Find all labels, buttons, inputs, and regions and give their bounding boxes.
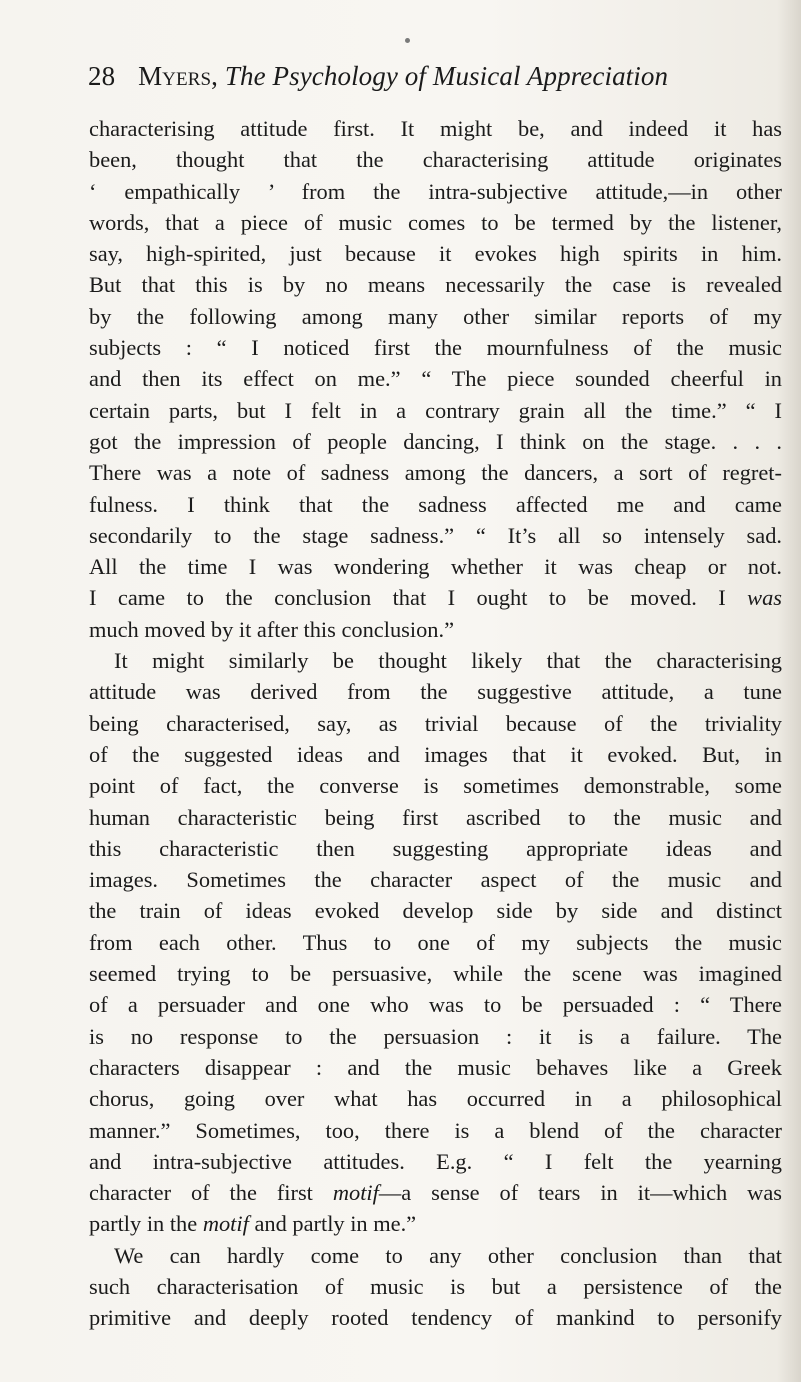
text-run: —a sense of tears in it—which was: [378, 1180, 782, 1206]
text-line: such characterisation of music is but a persistence of the: [89, 1273, 782, 1299]
text-line: words, that a piece of music comes to be termed by the listener,: [89, 209, 782, 235]
text-line: and intra-subjective attitudes. E.g. “ I felt the yearning: [89, 1148, 782, 1174]
text-run: I came to the conclusion that I ought to be moved. I: [89, 585, 726, 611]
text-line: All the time I was wondering whether it was cheap or not.: [89, 554, 782, 580]
text-line: secondarily to the stage sadness.” “ It’s all so intensely sad.: [89, 522, 782, 548]
text-line: being characterised, say, as trivial because of the triviality: [89, 710, 782, 736]
emphasis-motif: motif: [332, 1180, 379, 1206]
text-line: seemed trying to be persuasive, while the scene was imagined: [89, 961, 782, 987]
text-line: characterising attitude first. It might be, and indeed it has: [89, 116, 782, 141]
text-line: the train of ideas evoked develop side by side and distinct: [89, 898, 782, 924]
text-run: character of the first: [89, 1180, 313, 1206]
text-line: [89, 1177, 782, 1208]
text-line: of the suggested ideas and images that it evoked. But, in: [89, 741, 782, 767]
text-line: [89, 1208, 782, 1239]
running-header: [88, 58, 728, 94]
text-line: subjects : “ I noticed first the mournfulness of the music: [89, 335, 782, 361]
text-line: much moved by it after this conclusion.”: [89, 616, 455, 642]
text-line: certain parts, but I felt in a contrary grain all the time.” “ I: [89, 397, 782, 423]
text-line: of a persuader and one who was to be persuaded : “ There: [89, 992, 782, 1018]
text-run: and partly in me.”: [254, 1211, 417, 1237]
text-line: But that this is by no means necessarily the case is revealed: [89, 272, 782, 298]
text-line: [89, 582, 782, 613]
text-line: chorus, going over what has occurred in a philosophical: [89, 1086, 782, 1112]
text-line: been, thought that the characterising attitude originates: [89, 147, 782, 173]
text-line: got the impression of people dancing, I think on the stage. . . .: [89, 428, 782, 454]
text-line: There was a note of sadness among the dancers, a sort of regret-: [89, 460, 782, 486]
paragraph-start: We can hardly come to any other conclusion than that: [114, 1242, 782, 1268]
text-line: and then its effect on me.” “ The piece sounded cheerful in: [89, 366, 782, 392]
text-run: partly in the: [89, 1211, 198, 1237]
page-speck: [405, 38, 410, 43]
text-line: primitive and deeply rooted tendency of mankind to personify: [89, 1305, 782, 1331]
body-text: [89, 113, 782, 1334]
page-number: 28: [88, 61, 116, 91]
text-line: fulness. I think that the sadness affected me and came: [89, 491, 782, 517]
text-line: attitude was derived from the suggestive attitude, a tune: [89, 679, 782, 705]
text-line: say, high-spirited, just because it evokes high spirits in him.: [89, 241, 782, 267]
text-line: from each other. Thus to one of my subjects the music: [89, 929, 782, 955]
text-line: point of fact, the converse is sometimes demonstrable, some: [89, 773, 782, 799]
text-line: by the following among many other similar reports of my: [89, 303, 782, 329]
text-line: ‘ empathically ’ from the intra-subjective attitude,—in other: [89, 178, 782, 204]
text-line: manner.” Sometimes, too, there is a blend of the character: [89, 1117, 782, 1143]
running-head-author: Myers,: [138, 61, 218, 91]
text-line: images. Sometimes the character aspect of the music and: [89, 867, 782, 893]
text-line: this characteristic then suggesting appropriate ideas and: [89, 835, 782, 861]
running-head-title: The Psychology of Musical Appreciation: [224, 61, 669, 91]
text-line: characters disappear : and the music behaves like a Greek: [89, 1054, 782, 1080]
emphasis-motif: motif: [202, 1211, 249, 1237]
emphasis-was: was: [747, 585, 782, 611]
text-line: human characteristic being first ascribed to the music and: [89, 804, 782, 830]
text-line: is no response to the persuasion : it is a failure. The: [89, 1023, 782, 1049]
paragraph-start: It might similarly be thought likely that the characterising: [114, 648, 782, 674]
